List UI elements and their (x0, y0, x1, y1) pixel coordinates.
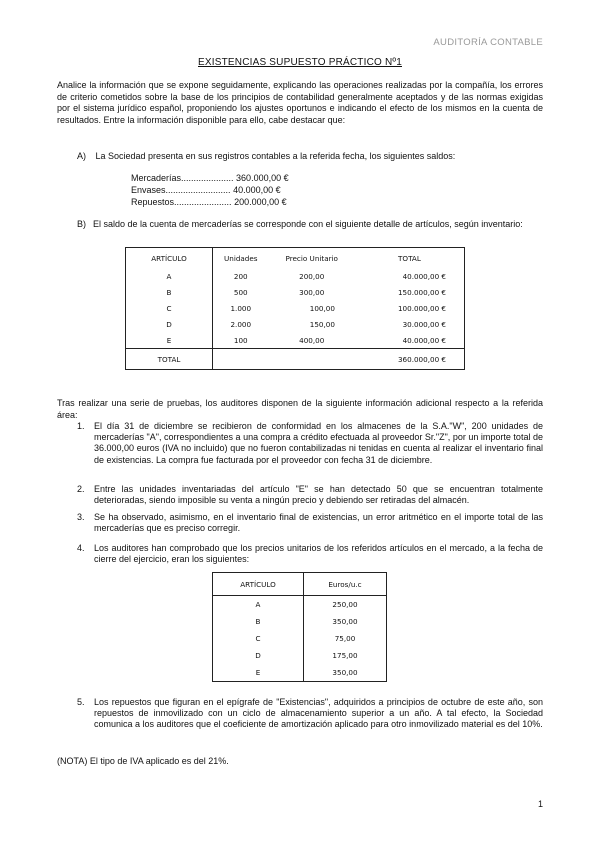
saldo-row: Mercaderías..................... 360.000,00 € (131, 173, 289, 183)
nota: (NOTA) El tipo de IVA aplicado es del 21%. (57, 756, 229, 766)
table-row: E 350,00 (213, 664, 387, 682)
list-item: 5. Los repuestos que figuran en el epígrafe de "Existencias", adquiridos a principios de octubre de este año, son repuestos de inmovilizado con un ciclo de almacenamiento superior a un año. A tal efecto, la Sociedad comunica a los auditores que el coeficiente de amortización aplicado para otro inmovilizado material es del 10%. (77, 697, 543, 730)
table-row: D 175,00 (213, 647, 387, 664)
running-header: AUDITORÍA CONTABLE (433, 37, 543, 48)
section-b (77, 219, 543, 231)
table-row: E 100 400,00 40.000,00 € (126, 332, 465, 349)
saldos-list (131, 172, 289, 208)
list-item: 2. Entre las unidades inventariadas del artículo "E" se han detectado 50 que se encuentran totalmente deterioradas, siendo imposible su venta a ningún precio y debiendo ser retiradas del almacén. (77, 484, 543, 506)
list-item: 1. El día 31 de diciembre se recibieron de conformidad en los almacenes de la S.A."W", 200 unidades de mercaderías "A", correspondientes a una compra a crédito efectuada al proveedor Sr."Z", por un importe total de 36.000,00 euros (IVA no incluido) que no fueron contabilizadas ni tenidas en cuenta al realizar el inventario final de existencias. La compra fue facturada por el proveedor con fecha 31 de diciembre. (77, 421, 543, 465)
section-b-label: B) (77, 219, 86, 229)
list-item: 3. Se ha observado, asimismo, en el inventario final de existencias, un error aritmético en el importe total de las mercaderías que es preciso corregir. (77, 512, 543, 534)
table-row: D 2.000 150,00 30.000,00 € (126, 316, 465, 332)
additional-info-intro: Tras realizar una serie de pruebas, los auditores disponen de la siguiente información adicional respecto a la referida área: (57, 398, 543, 420)
table-header-cell: Unidades (224, 253, 258, 263)
table-header-cell: Euros/u.c (304, 573, 387, 596)
total-label: TOTAL (126, 349, 213, 370)
inventory-table (125, 247, 465, 370)
table-header-row (126, 248, 465, 269)
table-row: B 500 300,00 150.000,00 € (126, 284, 465, 300)
market-price-table (212, 572, 387, 682)
table-row: C 1.000 100,00 100.000,00 € (126, 300, 465, 316)
list-item: 4. Los auditores han comprobado que los precios unitarios de los referidos artículos en el mercado, a la fecha de cierre del ejercicio, eran los siguientes: (77, 543, 543, 565)
section-a (77, 151, 547, 163)
page-title: EXISTENCIAS SUPUESTO PRÁCTICO Nº1 (198, 57, 402, 68)
saldo-row: Repuestos....................... 200.000,00 € (131, 197, 287, 207)
total-value: 360.000,00 € (355, 349, 465, 370)
section-a-text: La Sociedad presenta en sus registros contables a la referida fecha, los siguientes saldos: (95, 151, 456, 161)
section-a-label: A) (77, 151, 86, 161)
table-total-row (126, 349, 465, 370)
page-number: 1 (537, 799, 543, 809)
table-header-cell: ARTÍCULO (126, 248, 213, 269)
table-header-cell: ARTÍCULO (213, 573, 304, 596)
saldo-row: Envases.......................... 40.000,00 € (131, 185, 281, 195)
table-row: B 350,00 (213, 613, 387, 630)
table-row: A 250,00 (213, 596, 387, 614)
table-row: C 75,00 (213, 630, 387, 647)
table-row: A 200 200,00 40.000,00 € (126, 268, 465, 284)
section-b-text: El saldo de la cuenta de mercaderías se corresponde con el siguiente detalle de artículos, según inventario: (93, 219, 523, 229)
table-header-cell: TOTAL (398, 253, 421, 263)
table-header-row (213, 573, 387, 596)
table-header-cell: Precio Unitario (285, 253, 338, 263)
intro-paragraph: Analice la información que se expone seguidamente, explicando las operaciones realizadas por la compañía, los errores de criterio cometidos sobre la base de los principios de contabilidad generalmente aceptados y de las normas exigidas por el sistema jurídico español, proponiendo los ajustes oportunos e indicando el efecto de los mismos en la cuenta de resultados. Entre la información disponible para ello, cabe destacar que: (57, 80, 543, 125)
